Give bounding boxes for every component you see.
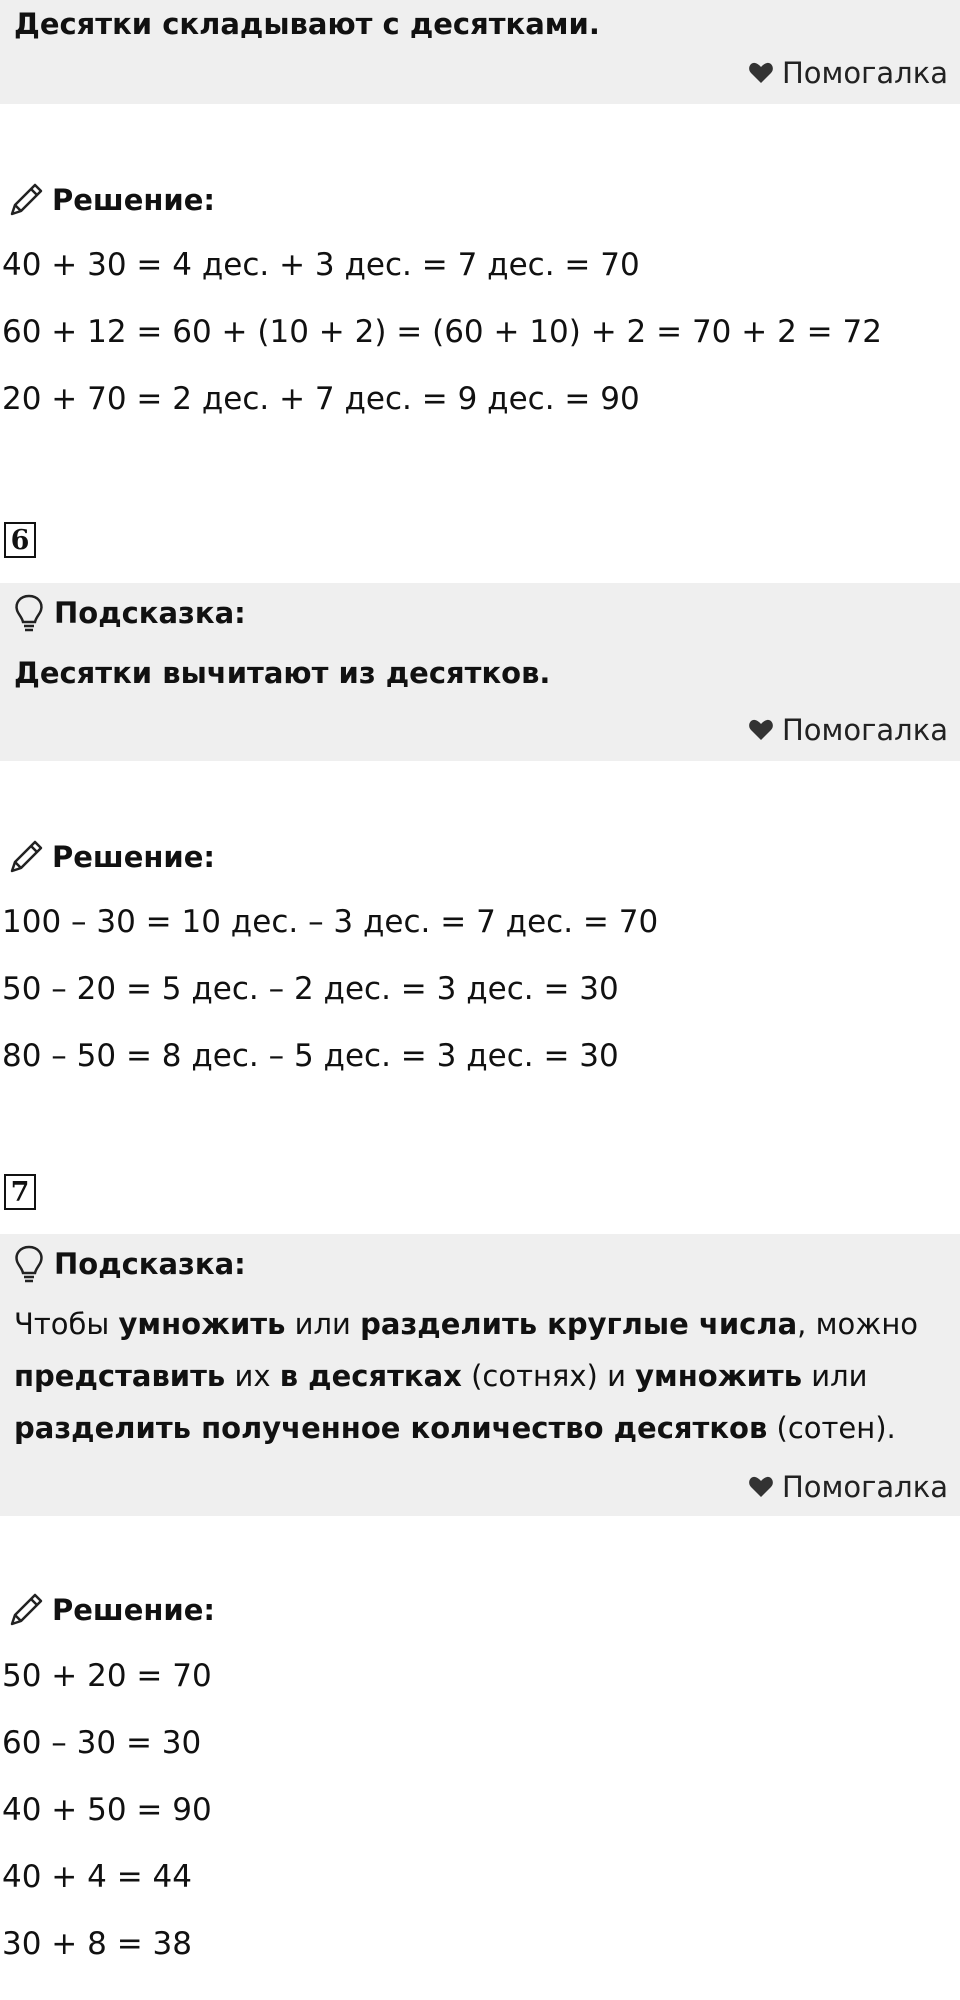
credit-label: Помогалка [782,56,948,90]
solution-line: 100 – 30 = 10 дес. – 3 дес. = 7 дес. = 70 [2,904,659,940]
lightbulb-icon [12,1244,46,1284]
hint-text-bold: умножить [635,1359,803,1393]
task-number-7: 7 [4,1174,36,1210]
solution-line: 50 – 20 = 5 дес. – 2 дес. = 3 дес. = 30 [2,971,619,1007]
credit-pomogalka[interactable] [748,1470,948,1504]
solution-line: 40 + 50 = 90 [2,1792,212,1828]
credit-pomogalka[interactable] [748,56,948,90]
task-number-6: 6 [4,522,36,558]
hint-box-7 [0,1234,960,1516]
solution-title: Решение: [52,183,216,217]
solution-line: 40 + 4 = 44 [2,1859,192,1895]
hint-text: Десятки складывают с десятками. [14,7,600,41]
hint-header [12,593,246,633]
hint-text-bold: разделить полученное количество десятков [14,1411,768,1445]
hint-box-6 [0,583,960,761]
solution-line: 60 + 12 = 60 + (10 + 2) = (60 + 10) + 2 = 70 + 2 = 72 [2,314,882,350]
solution-title: Решение: [52,1593,216,1627]
heart-icon [748,1475,774,1499]
heart-icon [748,718,774,742]
pencil-icon [6,180,46,220]
hint-text-bold: умножить [118,1307,286,1341]
hint-box-5 [0,0,960,104]
hint-text-part: Чтобы [14,1307,119,1341]
hint-text-part: , можно [797,1307,919,1341]
solution-line: 60 – 30 = 30 [2,1725,202,1761]
hint-text-part: или [285,1307,361,1341]
solution-line: 50 + 20 = 70 [2,1658,212,1694]
hint-text-part: (сотен). [767,1411,896,1445]
solution-line: 30 + 8 = 38 [2,1926,192,1962]
hint-header [12,1244,246,1284]
hint-text-part: их [225,1359,280,1393]
credit-label: Помогалка [782,1470,948,1504]
solution-header-6 [6,837,215,877]
hint-text-part: (сотнях) и [461,1359,636,1393]
solution-header-7 [6,1590,215,1630]
solution-line: 40 + 30 = 4 дес. + 3 дес. = 7 дес. = 70 [2,247,640,283]
hint-text-bold: в десятках [279,1359,462,1393]
hint-text [14,1298,936,1454]
pencil-icon [6,1590,46,1630]
lightbulb-icon [12,593,46,633]
solution-line: 80 – 50 = 8 дес. – 5 дес. = 3 дес. = 30 [2,1038,619,1074]
pencil-icon [6,837,46,877]
hint-text-bold: разделить круглые числа [360,1307,798,1341]
hint-title: Подсказка: [54,596,246,630]
hint-text-part: или [802,1359,868,1393]
hint-title: Подсказка: [54,1247,246,1281]
hint-text-bold: представить [14,1359,226,1393]
heart-icon [748,61,774,85]
credit-pomogalka[interactable] [748,713,948,747]
credit-label: Помогалка [782,713,948,747]
solution-line: 20 + 70 = 2 дес. + 7 дес. = 9 дес. = 90 [2,381,640,417]
solution-header-5 [6,180,215,220]
hint-text: Десятки вычитают из десятков. [14,656,551,690]
solution-title: Решение: [52,840,216,874]
